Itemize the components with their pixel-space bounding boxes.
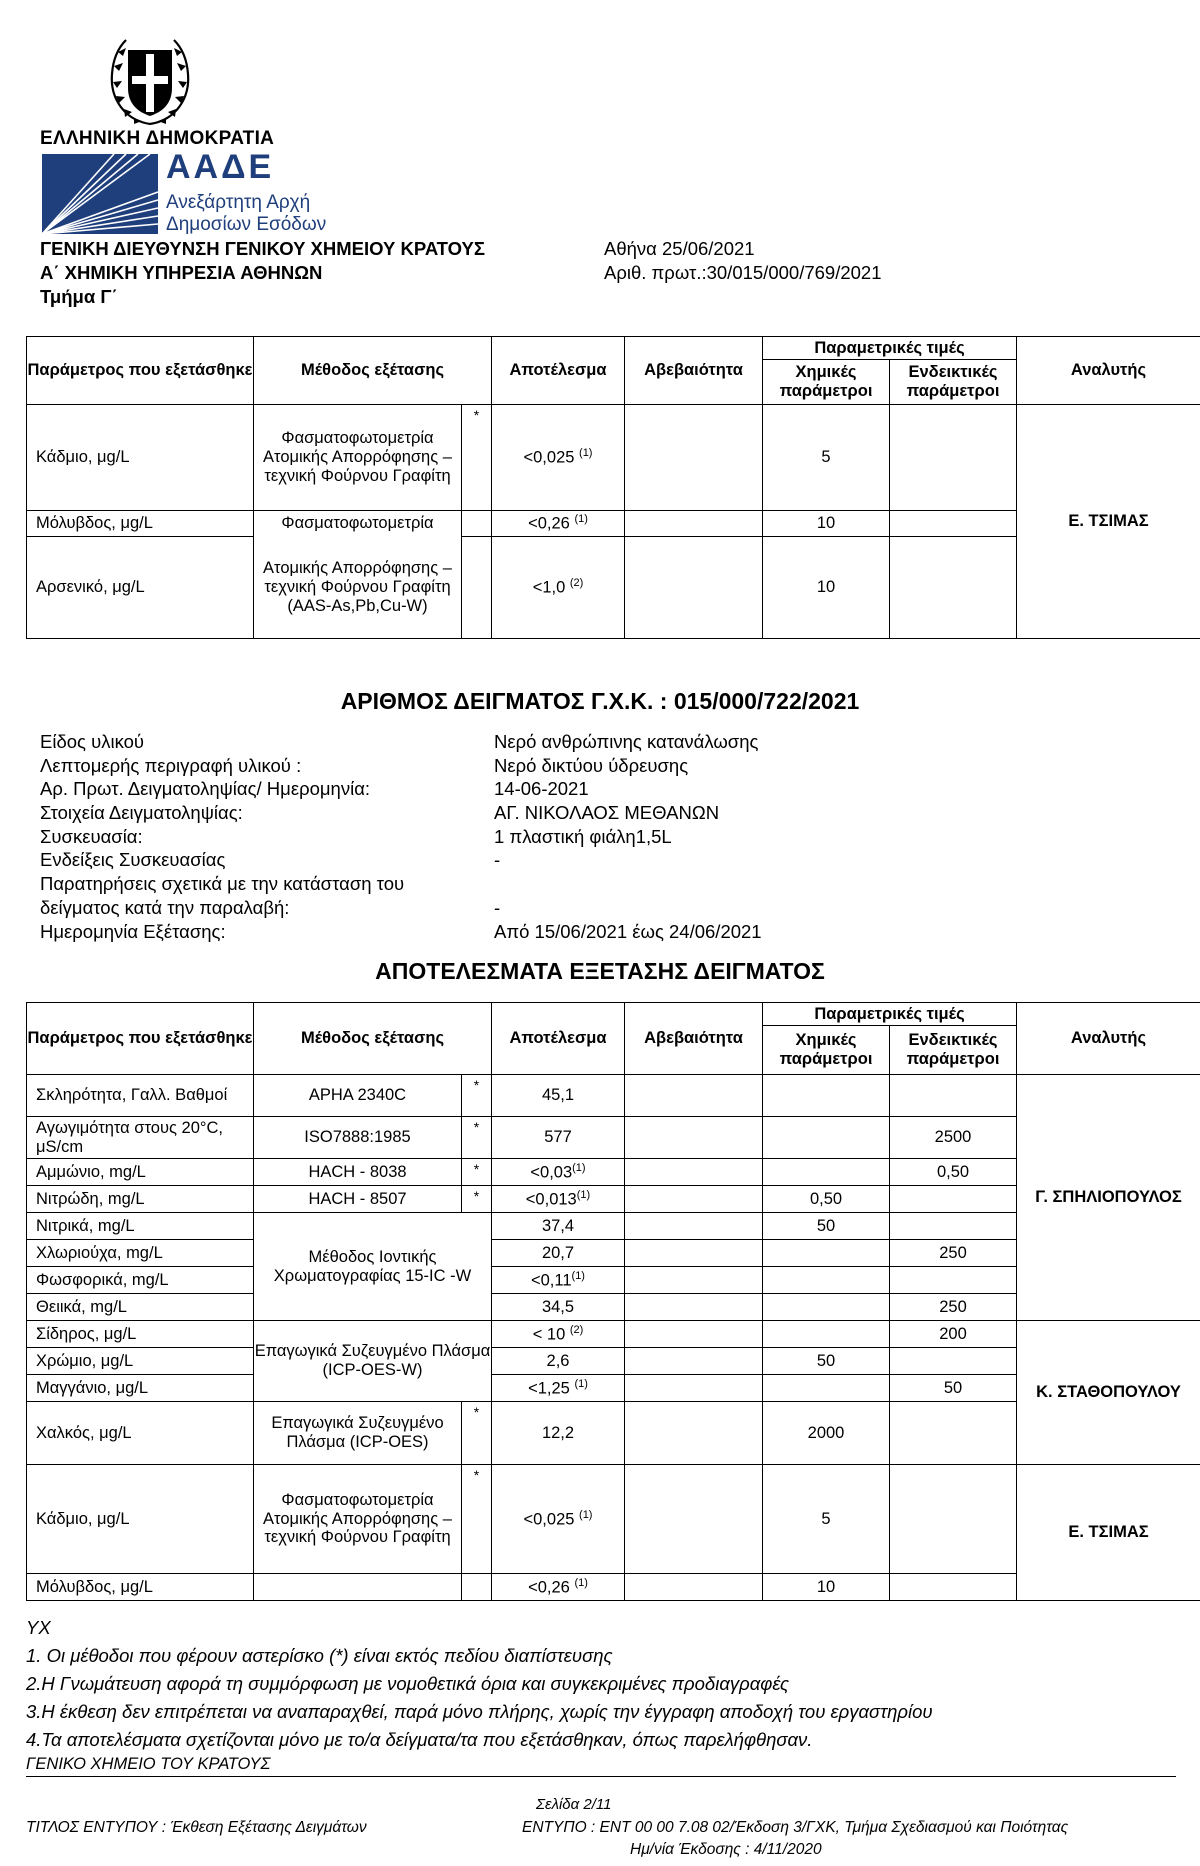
table-cell: 20,7: [492, 1240, 625, 1267]
aade-logo-name: ΑΑΔΕ: [166, 148, 275, 186]
table-cell: [462, 537, 492, 639]
table-cell: 10: [763, 1574, 890, 1601]
table-cell: <0,025 $^{(1)}$: [492, 405, 625, 511]
table-cell: [625, 1267, 763, 1294]
table-cell: Φασματοφωτομετρία Ατομικής Απορρόφησης – τεχνική Φούρνου Γραφίτη: [254, 1465, 462, 1574]
table-cell: ISO7888:1985: [254, 1117, 462, 1159]
table-cell: [763, 1159, 890, 1186]
note-1: 1. Οι μέθοδοι που φέρουν αστερίσκο (*) είναι εκτός πεδίου διαπίστευσης: [26, 1645, 613, 1666]
accreditation-star: *: [462, 1075, 492, 1117]
header-analyst: Αναλυτής: [1017, 337, 1200, 405]
table-cell: 200: [890, 1321, 1017, 1348]
table-cell: [890, 1574, 1017, 1601]
table-cell: 250: [890, 1240, 1017, 1267]
analyst-cell: Ε. ΤΣΙΜΑΣ: [1017, 1465, 1200, 1601]
header-result: Αποτέλεσμα: [492, 1003, 625, 1075]
results-table-1: [26, 336, 1200, 639]
table-cell: 2,6: [492, 1348, 625, 1375]
table-cell: 50: [763, 1348, 890, 1375]
table-cell: [625, 1465, 763, 1574]
table-cell: [890, 537, 1017, 639]
table-cell: [890, 1213, 1017, 1240]
table-cell: 37,4: [492, 1213, 625, 1240]
accreditation-star: *: [462, 1186, 492, 1213]
accreditation-star: *: [462, 1465, 492, 1574]
table-cell: <0,025 $^{(1)}$: [492, 1465, 625, 1574]
table-cell: 34,5: [492, 1294, 625, 1321]
header-uncertainty: Αβεβαιότητα: [625, 1003, 763, 1075]
note-3: 3.Η έκθεση δεν επιτρέπεται να αναπαραχθεί, παρά μόνο πλήρης, χωρίς την έγγραφη αποδοχή του εργαστηρίου: [26, 1701, 933, 1722]
table-cell: <1,0 $^{(2)}$: [492, 537, 625, 639]
info-key: Ημερομηνία Εξέτασης:: [40, 920, 226, 942]
table-cell: Σκληρότητα, Γαλλ. Βαθμοί: [27, 1075, 254, 1117]
document-date: Αθήνα 25/06/2021: [604, 238, 755, 259]
info-key: Παρατηρήσεις σχετικά με την κατάσταση του: [40, 873, 405, 895]
table-cell: HACH - 8038: [254, 1159, 462, 1186]
info-key: Στοιχεία Δειγματοληψίας:: [40, 802, 243, 824]
header-indicative: Ενδεικτικές παράμετροι: [890, 1026, 1017, 1075]
table-cell: Σίδηρος, μg/L: [27, 1321, 254, 1348]
table-cell: [625, 1159, 763, 1186]
table-cell: Μέθοδος Ιοντικής Χρωματογραφίας 15-IC -W: [254, 1213, 492, 1321]
table-cell: [890, 1402, 1017, 1465]
table-cell: 12,2: [492, 1402, 625, 1465]
table-cell: Νιτρώδη, mg/L: [27, 1186, 254, 1213]
table-cell: 5: [763, 1465, 890, 1574]
table-cell: Μόλυβδος, μg/L: [27, 511, 254, 537]
results-title: ΑΠΟΤΕΛΕΣΜΑΤΑ ΕΞΕΤΑΣΗΣ ΔΕΙΓΜΑΤΟΣ: [375, 958, 825, 984]
table-cell: 10: [763, 511, 890, 537]
table-cell: < 10 $^{(2)}$: [492, 1321, 625, 1348]
table-cell: [625, 405, 763, 511]
info-value: Νερό δικτύου ύδρευσης: [494, 754, 689, 776]
table-cell: [625, 1574, 763, 1601]
republic-name: ΕΛΛΗΝΙΚΗ ΔΗΜΟΚΡΑΤΙΑ: [40, 128, 275, 149]
table-cell: [763, 1267, 890, 1294]
table-cell: $<0,03^{(1)}$: [492, 1159, 625, 1186]
info-key: Ενδείξεις Συσκευασίας: [40, 849, 226, 871]
header-method: Μέθοδος εξέτασης: [254, 337, 492, 405]
header-param-values: Παραμετρικές τιμές: [763, 1003, 1017, 1026]
table-cell: [763, 1375, 890, 1402]
table-cell: [763, 1075, 890, 1117]
aade-logo-subtitle-1: Ανεξάρτητη Αρχή: [166, 192, 311, 213]
info-key: Συσκευασία:: [40, 825, 143, 847]
form-title: ΤΙΤΛΟΣ ΕΝΤΥΠΟΥ : Έκθεση Εξέτασης Δειγμάτων: [26, 1819, 367, 1836]
table-cell: [462, 511, 492, 537]
table-cell: [625, 1075, 763, 1117]
header-uncertainty: Αβεβαιότητα: [625, 337, 763, 405]
table-cell: Χρώμιο, μg/L: [27, 1348, 254, 1375]
table-cell: [890, 1465, 1017, 1574]
info-key: δείγματος κατά την παραλαβή:: [40, 896, 290, 918]
table-cell: [890, 1348, 1017, 1375]
table-cell: [625, 1186, 763, 1213]
table-cell: Χλωριούχα, mg/L: [27, 1240, 254, 1267]
table-cell: 250: [890, 1294, 1017, 1321]
table-cell: 50: [890, 1375, 1017, 1402]
table-cell: [625, 1294, 763, 1321]
table-cell: Μόλυβδος, μg/L: [27, 1574, 254, 1601]
accreditation-star: *: [462, 1402, 492, 1465]
analyst-cell: Ε. ΤΣΙΜΑΣ: [1017, 405, 1200, 639]
aade-logo-subtitle-2: Δημοσίων Εσόδων: [166, 214, 327, 235]
table-cell: $<0,11^{(1)}$: [492, 1267, 625, 1294]
note-4: 4.Τα αποτελέσματα σχετίζονται μόνο με το/α δείγματα/τα που εξετάσθηκαν, όπως παρελήφθησαν.: [26, 1729, 813, 1750]
sample-info: [40, 730, 1160, 943]
info-value: Νερό ανθρώπινης κατανάλωσης: [494, 731, 759, 752]
header-param: Παράμετρος που εξετάσθηκε: [27, 1003, 254, 1075]
note-2: 2.Η Γνωμάτευση αφορά τη συμμόρφωση με νομοθετικά όρια και συγκεκριμένες προδιαγραφές: [26, 1673, 789, 1694]
table-cell: 2000: [763, 1402, 890, 1465]
department-line-2: Α΄ ΧΗΜΙΚΗ ΥΠΗΡΕΣΙΑ ΑΘΗΝΩΝ: [40, 262, 323, 283]
table-cell: HACH - 8507: [254, 1186, 462, 1213]
table-cell: <0,26 $^{(1)}$: [492, 1574, 625, 1601]
table-cell: Αγωγιμότητα στους 20°C, μS/cm: [27, 1117, 254, 1159]
table-cell: [763, 1240, 890, 1267]
department-line-1: ΓΕΝΙΚΗ ΔΙΕΥΘΥΝΣΗ ΓΕΝΙΚΟΥ ΧΗΜΕΙΟΥ ΚΡΑΤΟΥΣ: [40, 238, 485, 259]
info-value: [494, 872, 1160, 896]
table-cell: Ατομικής Απορρόφησης – τεχνική Φούρνου Γραφίτη (AAS-As,Pb,Cu-W): [254, 537, 462, 639]
table-cell: [625, 1240, 763, 1267]
footer-divider: [26, 1776, 1176, 1777]
results-table-2: [26, 1002, 1200, 1601]
notes: [26, 1614, 933, 1754]
table-cell: Επαγωγικά Συζευγμένο Πλάσμα (ICP-OES-W): [254, 1321, 492, 1402]
table-cell: [625, 1117, 763, 1159]
table-cell: [625, 1402, 763, 1465]
table-cell: [763, 1117, 890, 1159]
table-cell: [254, 1574, 462, 1601]
department-line-3: Τμήμα Γ΄: [40, 286, 118, 307]
protocol-number: Αριθ. πρωτ.:30/015/000/769/2021: [604, 262, 882, 283]
notes-title: ΥΧ: [26, 1617, 51, 1638]
header-indicative: Ενδεικτικές παράμετροι: [890, 360, 1017, 405]
header-method: Μέθοδος εξέτασης: [254, 1003, 492, 1075]
table-cell: Κάδμιο, μg/L: [27, 405, 254, 511]
table-cell: [763, 1321, 890, 1348]
info-value: 1 πλαστική φιάλη1,5L: [494, 825, 672, 847]
table-cell: [890, 1267, 1017, 1294]
table-cell: Φασματοφωτομετρία: [254, 511, 462, 537]
table-cell: 0,50: [890, 1159, 1017, 1186]
accreditation-star: *: [462, 1117, 492, 1159]
table-cell: Θειικά, mg/L: [27, 1294, 254, 1321]
page-number: Σελίδα 2/11: [536, 1796, 612, 1813]
accreditation-star: *: [462, 1159, 492, 1186]
table-cell: [890, 405, 1017, 511]
table-cell: [625, 1375, 763, 1402]
table-cell: Νιτρικά, mg/L: [27, 1213, 254, 1240]
footer-organization: ΓΕΝΙΚΟ ΧΗΜΕΙΟ ΤΟΥ ΚΡΑΤΟΥΣ: [26, 1755, 271, 1773]
analyst-cell: Κ. ΣΤΑΘΟΠΟΥΛΟΥ: [1017, 1321, 1200, 1465]
table-cell: [625, 511, 763, 537]
form-issue-date: Ημ/νία Έκδοσης : 4/11/2020: [630, 1841, 822, 1858]
accreditation-star: [462, 1574, 492, 1601]
sample-number-title: ΑΡΙΘΜΟΣ ΔΕΙΓΜΑΤΟΣ Γ.Χ.Κ. : 015/000/722/2021: [340, 688, 860, 714]
table-cell: [625, 1321, 763, 1348]
table-cell: <1,25 $^{(1)}$: [492, 1375, 625, 1402]
info-value: Από 15/06/2021 έως 24/06/2021: [494, 920, 762, 942]
info-value: -: [494, 849, 501, 871]
info-key: Αρ. Πρωτ. Δειγματοληψίας/ Ημερομηνία:: [40, 778, 371, 800]
accreditation-star: *: [462, 405, 492, 511]
table-cell: [890, 1075, 1017, 1117]
table-cell: 5: [763, 405, 890, 511]
table-cell: <0,26 $^{(1)}$: [492, 511, 625, 537]
header-chemical: Χημικές παράμετροι: [763, 1026, 890, 1075]
table-cell: [625, 1213, 763, 1240]
table-cell: Φασματοφωτομετρία Ατομικής Απορρόφησης – τεχνική Φούρνου Γραφίτη: [254, 405, 462, 511]
table-cell: Μαγγάνιο, μg/L: [27, 1375, 254, 1402]
greek-emblem-icon: [104, 32, 196, 128]
header-result: Αποτέλεσμα: [492, 337, 625, 405]
header-param-values: Παραμετρικές τιμές: [763, 337, 1017, 360]
header-param: Παράμετρος που εξετάσθηκε: [27, 337, 254, 405]
table-cell: 50: [763, 1213, 890, 1240]
table-cell: Αμμώνιο, mg/L: [27, 1159, 254, 1186]
table-cell: Χαλκός, μg/L: [27, 1402, 254, 1465]
table-cell: 45,1: [492, 1075, 625, 1117]
table-cell: [625, 1348, 763, 1375]
info-value: -: [494, 896, 501, 918]
table-cell: Επαγωγικά Συζευγμένο Πλάσμα (ICP-OES): [254, 1402, 462, 1465]
form-code: ΕΝΤΥΠΟ : ΕΝΤ 00 00 7.08 02/Έκδοση 3/ΓΧΚ, Τμήμα Σχεδιασμού και Ποιότητας: [522, 1819, 1069, 1836]
table-cell: Αρσενικό, μg/L: [27, 537, 254, 639]
table-cell: 2500: [890, 1117, 1017, 1159]
table-cell: [890, 511, 1017, 537]
table-cell: [763, 1294, 890, 1321]
info-value: ΑΓ. ΝΙΚΟΛΑΟΣ ΜΕΘΑΝΩΝ: [494, 802, 720, 824]
info-value: 14-06-2021: [494, 778, 589, 800]
table-cell: $<0,013^{(1)}$: [492, 1186, 625, 1213]
table-cell: [625, 537, 763, 639]
info-key: Είδος υλικού: [40, 731, 144, 752]
analyst-cell: Γ. ΣΠΗΛΙΟΠΟΥΛΟΣ: [1017, 1075, 1200, 1321]
table-cell: 577: [492, 1117, 625, 1159]
table-cell: [890, 1186, 1017, 1213]
header-chemical: Χημικές παράμετροι: [763, 360, 890, 405]
table-cell: Κάδμιο, μg/L: [27, 1465, 254, 1574]
header-analyst: Αναλυτής: [1017, 1003, 1200, 1075]
table-cell: Φωσφορικά, mg/L: [27, 1267, 254, 1294]
table-cell: 10: [763, 537, 890, 639]
info-key: Λεπτομερής περιγραφή υλικού :: [40, 754, 302, 776]
table-cell: APHA 2340C: [254, 1075, 462, 1117]
table-cell: 0,50: [763, 1186, 890, 1213]
